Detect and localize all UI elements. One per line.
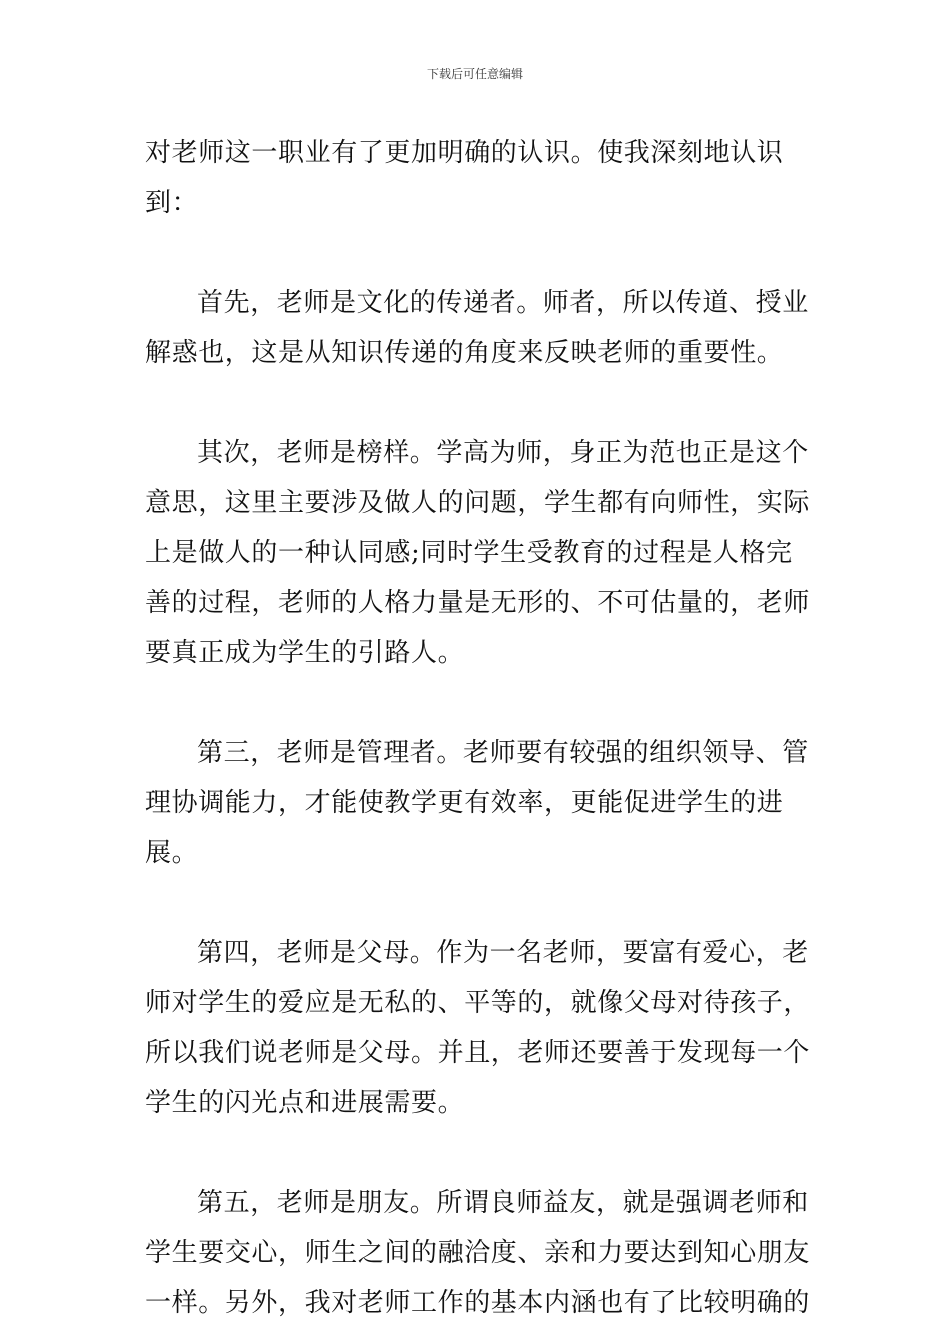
paragraph-gap — [145, 228, 810, 278]
paragraph-fifth: 第五，老师是朋友。所谓良师益友，就是强调老师和学生要交心，师生之间的融洽度、亲和力要达到知心朋友一样。另外，我对老师工作的基本内涵也有了比较明确的 — [145, 1188, 811, 1318]
paragraph-third: 第三，老师是管理者。老师要有较强的组织领导、管理协调能力，才能使教学更有效率，更能促进学生的进展。 — [145, 738, 809, 868]
paragraph-gap — [145, 1128, 810, 1178]
paragraph-gap — [145, 378, 810, 428]
paragraph-first: 首先，老师是文化的传递者。师者，所以传道、授业解惑也，这是从知识传递的角度来反映老师的重要性。 — [145, 288, 809, 368]
paragraph-gap — [145, 878, 810, 928]
paragraph-fourth: 第四，老师是父母。作为一名老师，要富有爱心，老师对学生的爱应是无私的、平等的，就像父母对待孩子，所以我们说老师是父母。并且，老师还要善于发现每一个学生的闪光点和进展需要。 — [145, 938, 811, 1118]
document-body — [145, 128, 810, 1328]
paragraph-intro: 对老师这一职业有了更加明确的认识。使我深刻地认识到： — [145, 138, 784, 218]
paragraph-gap — [145, 678, 810, 728]
paragraph-second: 其次，老师是榜样。学高为师，身正为范也正是这个意思，这里主要涉及做人的问题，学生都有向师性，实际上是做人的一种认同感;同时学生受教育的过程是人格完善的过程，老师的人格力量是无形的、不可估量的，老师要真正成为学生的引路人。 — [145, 438, 811, 668]
page-header: 下载后可任意编辑 — [426, 67, 523, 81]
